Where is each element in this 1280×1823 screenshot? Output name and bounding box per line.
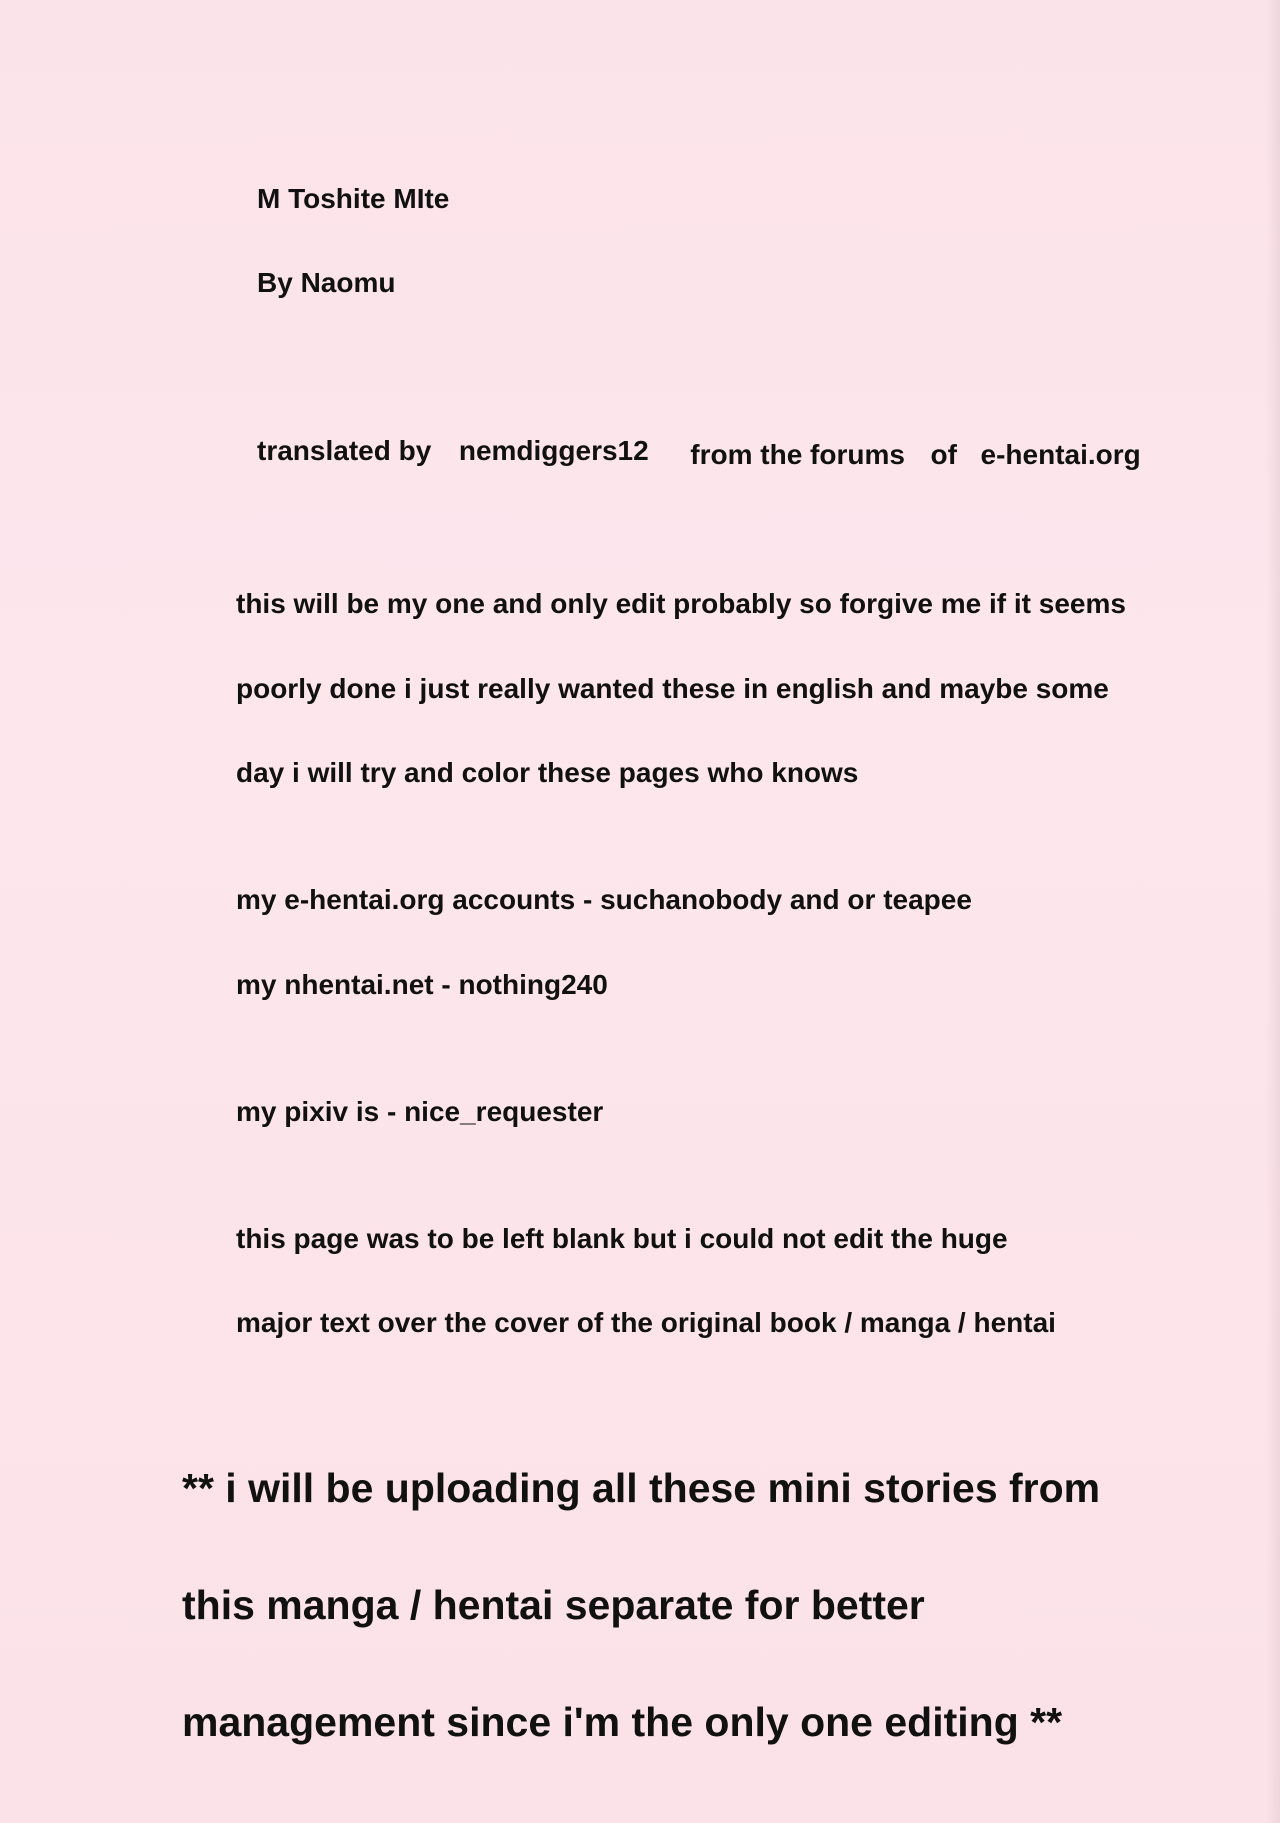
nhentai-account-line: my nhentai.net - nothing240 [236,969,608,1000]
page-edge-shadow [1266,0,1280,1823]
note-line: day i will try and color these pages who knows [236,757,859,788]
page-title: M Toshite MIte [257,183,450,214]
blank-note-line: this page was to be left blank but i could not edit the huge [236,1223,1008,1254]
translator-name: nemdiggers12 [458,435,649,466]
author-line: By Naomu [257,267,396,298]
ehentai-account-line: my e-hentai.org accounts - suchanobody and or teapee [236,884,972,915]
site-name: e-hentai.org [980,439,1141,470]
pixiv-account-line: my pixiv is - nice_requester [236,1096,604,1127]
upload-note-line: this manga / hentai separate for better [182,1582,925,1628]
of-label: of [930,439,957,470]
note-line: this will be my one and only edit probably so forgive me if it seems [236,588,1126,619]
note-line: poorly done i just really wanted these in english and maybe some [236,673,1109,704]
from-forums-label: from the forums [690,439,905,470]
blank-note-line: major text over the cover of the original book / manga / hentai [236,1307,1056,1338]
upload-note-line: ** i will be uploading all these mini stories from [182,1465,1101,1511]
translated-by-label: translated by [257,435,432,466]
translator-credit [257,435,1141,470]
upload-note-line: management since i'm the only one editing ** [182,1699,1063,1745]
